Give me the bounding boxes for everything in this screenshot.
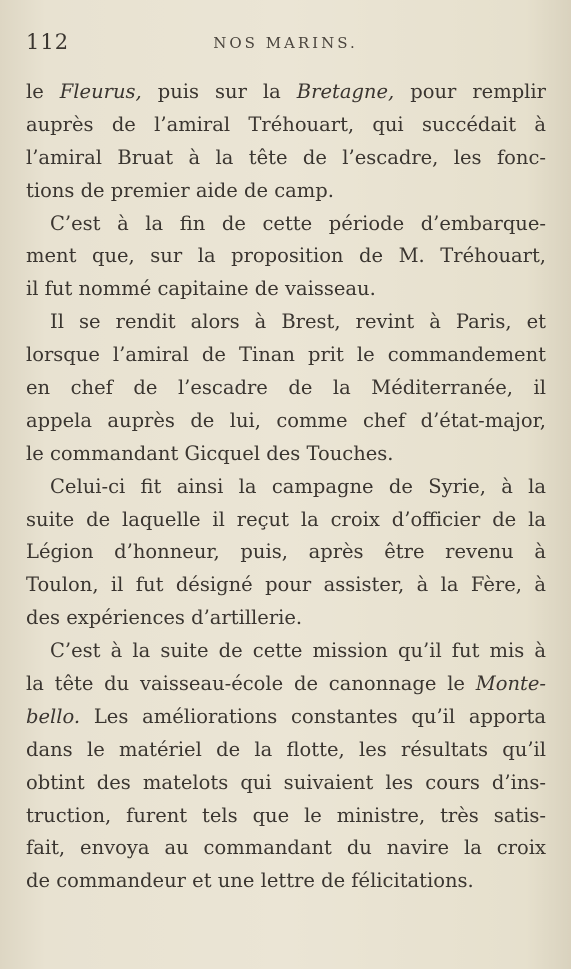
page-number: 112 [26,30,70,54]
text-line: de commandeur et une lettre de félicitations. [26,869,474,893]
text-line: truction, furent tels que le ministre, très satis- [26,803,546,827]
text-line: bello. Les améliorations constantes qu’il apporta [26,704,546,728]
text-line: Toulon, il fut désigné pour assister, à la Fère, à [26,573,546,597]
text-line: obtint des matelots qui suivaient les cours d’ins- [26,770,546,794]
page-header [26,30,545,60]
running-title: NOS MARINS. [213,34,358,52]
text-line: le Fleurus, puis sur la Bretagne, pour remplir [26,80,546,103]
text-line: Il se rendit alors à Brest, revint à Paris, et [50,310,546,334]
text-line: dans le matériel de la flotte, les résultats qu’il [26,737,546,761]
text-line: suite de laquelle il reçut la croix d’officier de la [26,507,546,531]
text-line: l’amiral Bruat à la tête de l’escadre, les fonc- [26,145,546,169]
text-line: Celui-ci fit ainsi la campagne de Syrie, à la [50,474,546,498]
text-line: des expériences d’artillerie. [26,606,303,630]
text-line: le commandant Gicquel des Touches. [26,441,394,465]
text-line: C’est à la suite de cette mission qu’il fut mis à [50,639,546,663]
text-line: lorsque l’amiral de Tinan prit le commandement [26,343,546,367]
text-line: Légion d’honneur, puis, après être revenu à [26,540,546,564]
text-line: appela auprès de lui, comme chef d’état-major, [26,408,546,432]
text-line: tions de premier aide de camp. [26,178,334,202]
text-line: auprès de l’amiral Tréhouart, qui succédait à [26,112,546,136]
text-line: C’est à la fin de cette période d’embarque- [50,211,546,235]
text-line: en chef de l’escadre de la Méditerranée, il [26,376,546,400]
text-line: il fut nommé capitaine de vaisseau. [26,277,376,301]
text-line: ment que, sur la proposition de M. Tréhouart, [26,244,546,268]
text-line: fait, envoya au commandant du navire la croix [26,836,546,860]
text-line: la tête du vaisseau-école de canonnage le Monte- [26,672,546,696]
body-text [26,76,546,898]
